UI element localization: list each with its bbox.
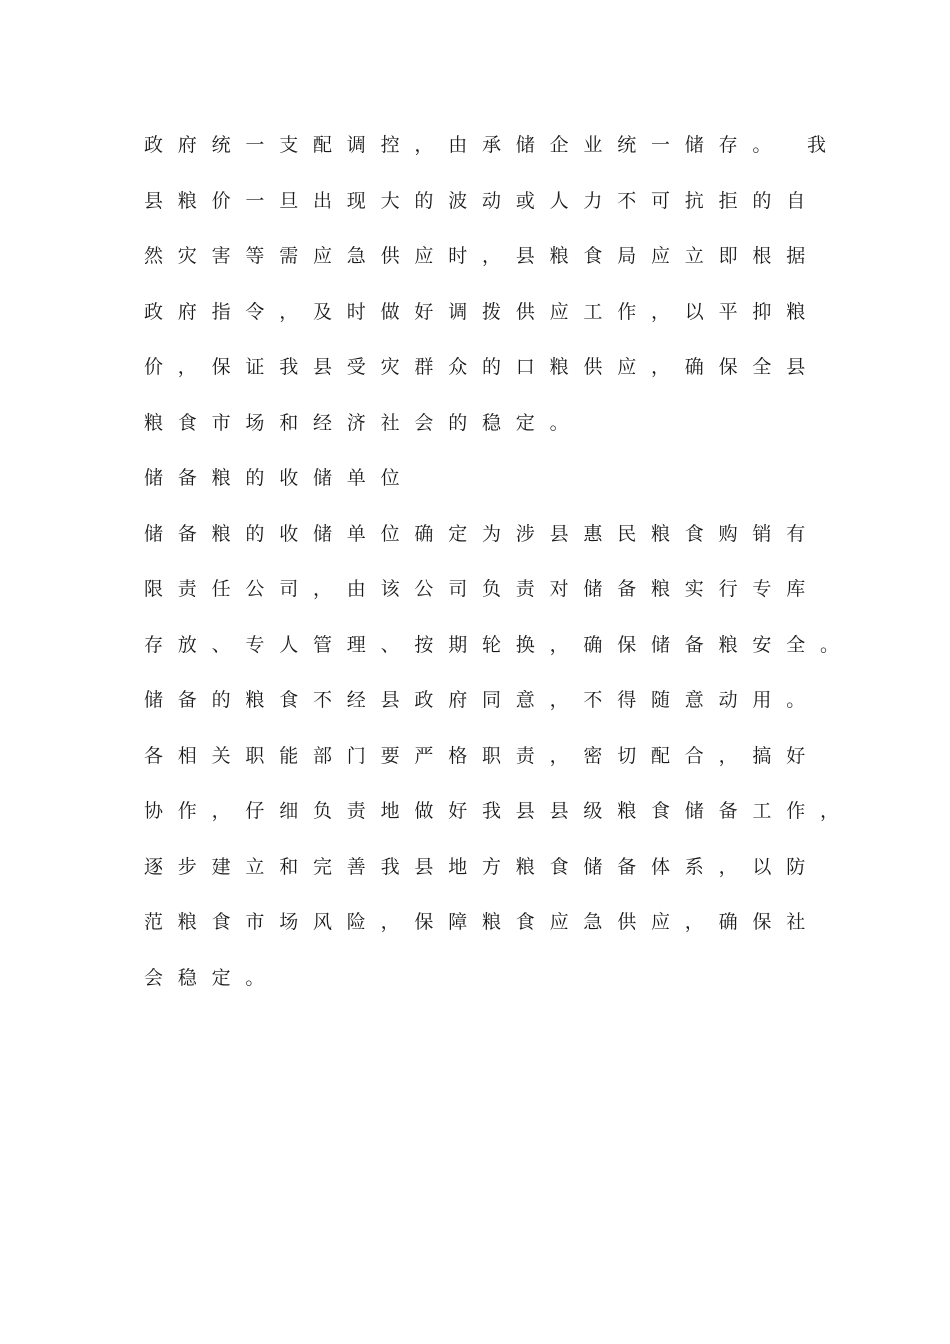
text-line: 各相关职能部门要严格职责，密切配合，搞好 (144, 744, 821, 767)
text-line: 范粮食市场风险，保障粮食应急供应，确保社 (144, 911, 821, 933)
text-line: 政府指令，及时做好调拨供应工作，以平抑粮 (144, 300, 821, 323)
text-line: 县粮价一旦出现大的波动或人力不可抗拒的自 (144, 189, 821, 212)
text-line: 政府统一支配调控，由承储企业统一储存。 我 (144, 134, 841, 156)
text-line: 价，保证我县受灾群众的口粮供应，确保全县 (144, 356, 821, 378)
text-line: 储备粮的收储单位确定为涉县惠民粮食购销有 (144, 522, 821, 545)
text-line: 粮食市场和经济社会的稳定。 (144, 411, 584, 434)
section-heading: 储备粮的收储单位 (144, 467, 415, 489)
text-line: 协作，仔细负责地做好我县县级粮食储备工作， (144, 800, 854, 822)
body-text (144, 128, 854, 1016)
text-line: 逐步建立和完善我县地方粮食储备体系，以防 (144, 855, 821, 878)
text-line: 然灾害等需应急供应时，县粮食局应立即根据 (144, 245, 821, 267)
text-line: 储备的粮食不经县政府同意，不得随意动用。 (144, 689, 821, 711)
text-line: 会稳定。 (144, 966, 280, 989)
text-line: 存放、专人管理、按期轮换，确保储备粮安全。 (144, 633, 854, 656)
text-line: 限责任公司，由该公司负责对储备粮实行专库 (144, 578, 821, 600)
